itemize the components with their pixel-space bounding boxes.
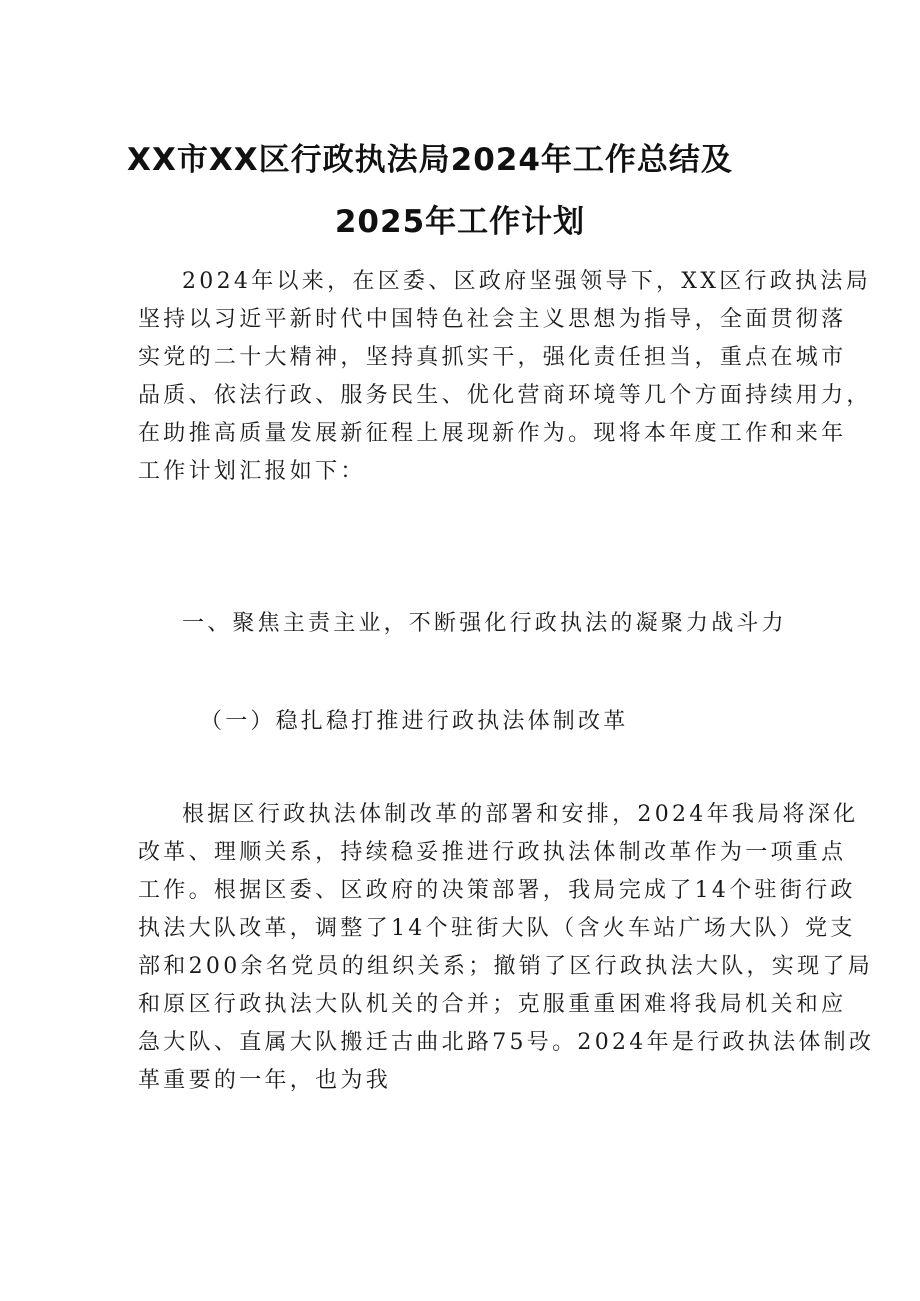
- document-title-line-2: 2025年工作计划: [334, 204, 586, 240]
- body-paragraph: [138, 796, 875, 1100]
- paragraph-line: 改革、理顺关系，持续稳妥推进行政执法体制改革作为一项重点: [138, 840, 847, 865]
- paragraph-line: 在助推高质量发展新征程上展现新作为。现将本年度工作和来年: [138, 421, 847, 446]
- paragraph-line: 根据区行政执法体制改革的部署和安排，2024年我局将深化: [182, 802, 859, 827]
- paragraph-line: 2024年以来，在区委、区政府坚强领导下，XX区行政执法局: [182, 269, 872, 294]
- paragraph-line: 和原区行政执法大队机关的合并；克服重重困难将我局机关和应: [138, 992, 847, 1017]
- paragraph-line: 坚持以习近平新时代中国特色社会主义思想为指导，全面贯彻落: [138, 307, 847, 332]
- paragraph-line: 急大队、直属大队搬迁古曲北路75号。2024年是行政执法体制改: [138, 1030, 875, 1055]
- paragraph-line: 实党的二十大精神，坚持真抓实干，强化责任担当，重点在城市: [138, 345, 847, 370]
- paragraph-line: 部和200余名党员的组织关系；撤销了区行政执法大队，实现了局: [138, 954, 873, 979]
- paragraph-line: 革重要的一年，也为我: [138, 1068, 392, 1093]
- paragraph-line: 品质、依法行政、服务民生、优化营商环境等几个方面持续用力，: [138, 383, 872, 408]
- paragraph-line: 工作。根据区委、区政府的决策部署，我局完成了14个驻街行政: [138, 878, 856, 903]
- subsection-heading: （一）稳扎稳打推进行政执法体制改革: [200, 709, 629, 734]
- document-title-line-1: XX市XX区行政执法局2024年工作总结及: [127, 142, 733, 178]
- paragraph-line: 工作计划汇报如下：: [138, 459, 366, 484]
- intro-paragraph: [138, 263, 872, 491]
- section-heading: 一、聚焦主责主业，不断强化行政执法的凝聚力战斗力: [182, 611, 787, 636]
- paragraph-line: 执法大队改革，调整了14个驻街大队（含火车站广场大队）党支: [138, 916, 856, 941]
